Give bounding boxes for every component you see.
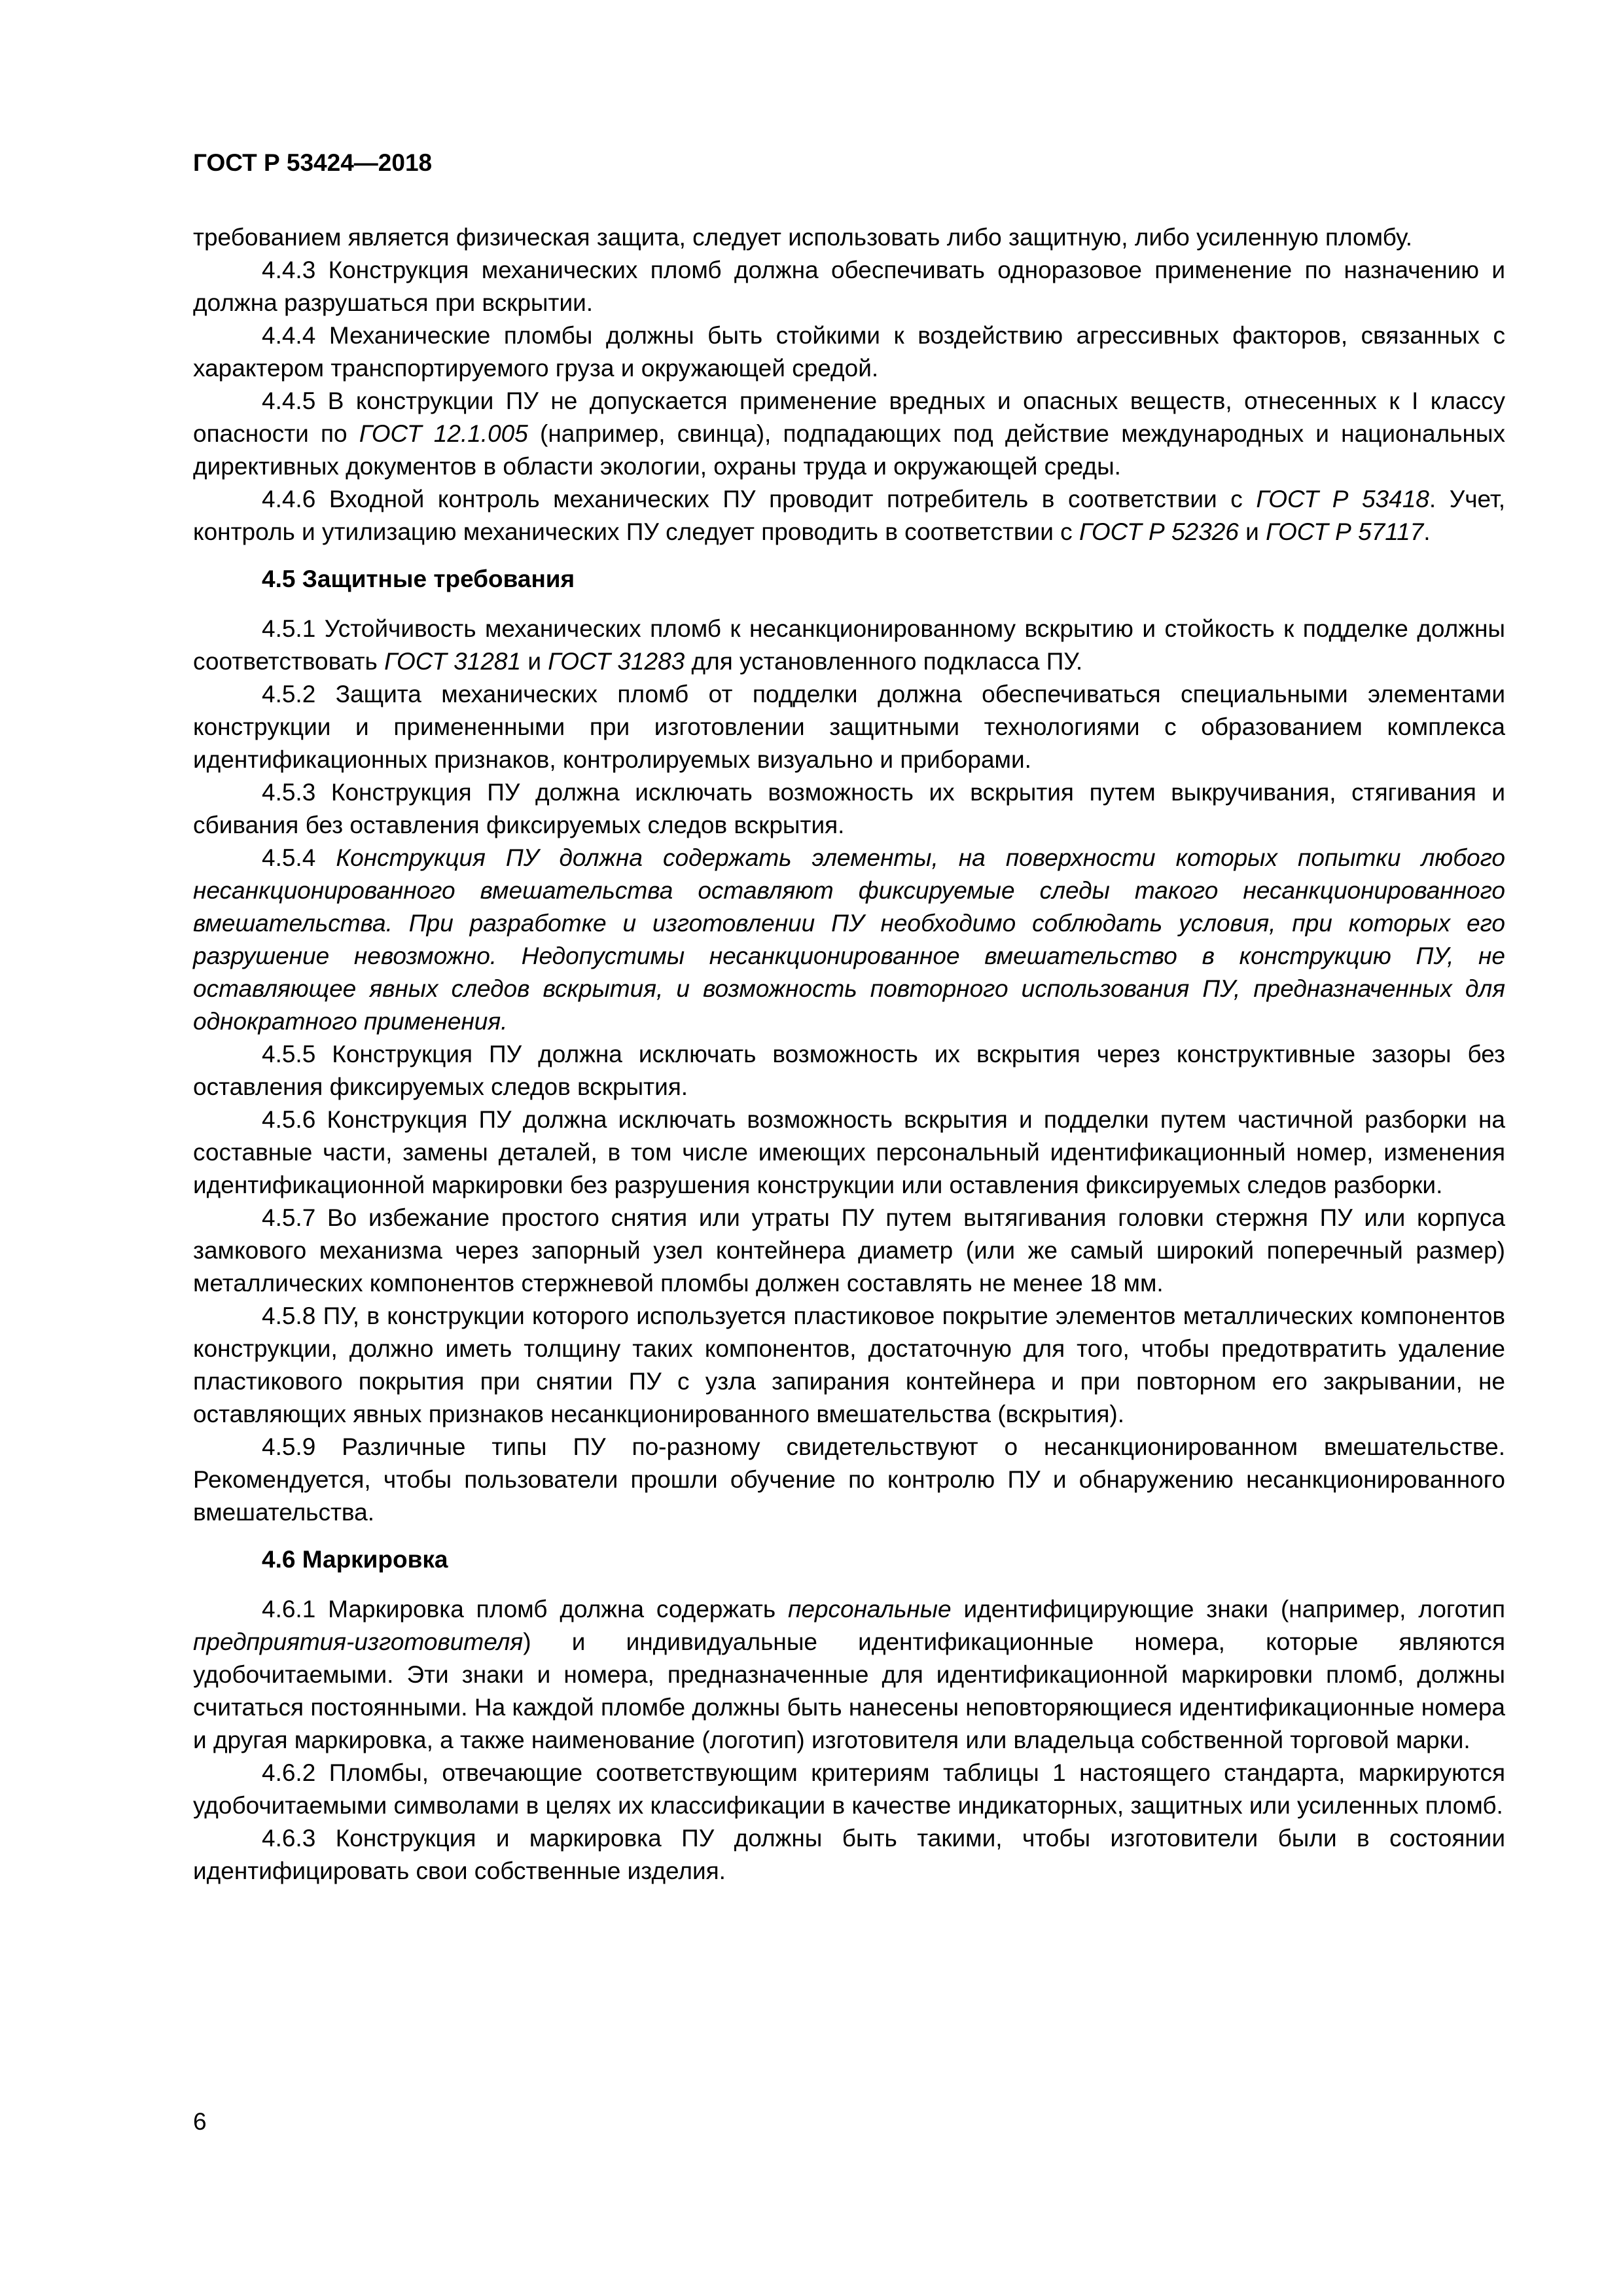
paragraph-4-5-5: 4.5.5 Конструкция ПУ должна исключать возможность их вскрытия через конструктивные зазоры без оставления фиксируемых следов вскрытия. (193, 1041, 1505, 1100)
paragraph-4-5-2: 4.5.2 Защита механических пломб от подделки должна обеспечиваться специальными элементами конструкции и примененными при изготовлении защитными технологиями с образованием комплекса идентификационных признаков, контролируемых визуально и приборами. (193, 681, 1505, 773)
page-number: 6 (193, 2108, 207, 2135)
paragraph-continuation: требованием является физическая защита, следует использовать либо защитную, либо усиленную пломбу. (193, 224, 1413, 251)
section-heading-4-5: 4.5 Защитные требования (262, 565, 575, 592)
italic-text: Конструкция ПУ должна содержать элементы, на поверхности которых попытки любого несанкционированного вмешательства оставляют фиксируемые следы такого несанкционированного вмешательства. При разработке и изготовлении ПУ необходимо соблюдать условия, при которых его разрушение невозможно. Недопустимы несанкционированное вмешательство в конструкцию ПУ, не оставляющее явных следов вскрытия, и возможность повторного использования ПУ, предназначенных для однократного применения. (193, 844, 1505, 1035)
paragraph-4-6-3: 4.6.3 Конструкция и маркировка ПУ должны быть такими, чтобы изготовители были в состоянии идентифицировать свои собственные изделия. (193, 1825, 1505, 1884)
paragraph-4-5-1 (193, 613, 1505, 678)
standard-reference: ГОСТ 31283 (548, 648, 685, 675)
paragraph-4-6-2: 4.6.2 Пломбы, отвечающие соответствующим критериям таблицы 1 настоящего стандарта, маркируются удобочитаемыми символами в целях их классификации в качестве индикаторных, защитных или усиленных пломб. (193, 1759, 1505, 1819)
paragraph-4-4-6 (193, 483, 1505, 548)
italic-text: предприятия-изготовителя (193, 1628, 524, 1655)
paragraph-4-4-3: 4.4.3 Конструкция механических пломб должна обеспечивать одноразовое применение по назначению и должна разрушаться при вскрытии. (193, 257, 1505, 316)
text-run: и (521, 648, 548, 675)
paragraph-4-5-9: 4.5.9 Различные типы ПУ по-разному свидетельствуют о несанкционированном вмешательстве. Рекомендуется, чтобы пользователи прошли обучение по контролю ПУ и обнаружению несанкционированного вмешательства. (193, 1433, 1505, 1526)
paragraph-4-5-3: 4.5.3 Конструкция ПУ должна исключать возможность их вскрытия путем выкручивания, стягивания и сбивания без оставления фиксируемых следов вскрытия. (193, 779, 1505, 838)
standard-reference: ГОСТ Р 53418 (1256, 486, 1429, 512)
document-header: ГОСТ Р 53424—2018 (193, 149, 433, 176)
text-run: 4.5.4 (262, 844, 336, 871)
text-run: 4.4.6 Входной контроль механических ПУ проводит потребитель в соответствии с (262, 486, 1257, 512)
text-run: 4.4.5 В конструкции ПУ не допускается применение вредных и опасных веществ, отнесенных к I классу опасности по (193, 387, 1505, 447)
paragraph-4-4-4: 4.4.4 Механические пломбы должны быть стойкими к воздействию агрессивных факторов, связанных с характером транспортируемого груза и окружающей средой. (193, 322, 1505, 382)
text-run: 4.5.1 Устойчивость механических пломб к несанкционированному вскрытию и стойкость к подделке должны соответствовать (193, 615, 1505, 675)
paragraph-4-5-7: 4.5.7 Во избежание простого снятия или утраты ПУ путем вытягивания головки стержня ПУ или корпуса замкового механизма через запорный узел контейнера диаметр (или же самый широкий поперечный размер) металлических компонентов стержневой пломбы должен составлять не менее 18 мм. (193, 1204, 1505, 1297)
text-run: (например, свинца), подпадающих под действие международных и национальных директивных документов в области экологии, охраны труда и окружающей среды. (193, 420, 1506, 480)
section-heading-4-6: 4.6 Маркировка (262, 1546, 448, 1573)
document-body (193, 221, 1505, 1888)
paragraph-4-5-8: 4.5.8 ПУ, в конструкции которого используется пластиковое покрытие элементов металлических компонентов конструкции, должно иметь толщину таких компонентов, достаточную для того, чтобы предотвратить удаление пластикового покрытия при снятии ПУ с узла запирания контейнера и при повторном его закрывании, не оставляющих явных признаков несанкционированного вмешательства (вскрытия). (193, 1302, 1505, 1427)
text-run: ) и индивидуальные идентификационные номера, которые являются удобочитаемыми. Эти знаки и номера, предназначенные для идентификационной маркировки пломб, должны считаться постоянными. На каждой пломбе должны быть нанесены неповторяющиеся идентификационные номера и другая маркировка, а также наименование (логотип) изготовителя или владельца собственной торговой марки. (193, 1628, 1505, 1753)
text-run: идентифицирующие знаки (например, логотип (951, 1596, 1505, 1623)
text-run: и (1238, 518, 1266, 545)
standard-reference: ГОСТ Р 52326 (1079, 518, 1239, 545)
text-run: . Учет, контроль и утилизацию механических ПУ следует проводить в соответствии с (193, 486, 1505, 545)
paragraph-4-5-6: 4.5.6 Конструкция ПУ должна исключать возможность вскрытия и подделки путем частичной разборки на составные части, замены деталей, в том числе имеющих персональный идентификационный номер, изменения идентификационной маркировки без разрушения конструкции или оставления фиксируемых следов разборки. (193, 1106, 1505, 1198)
paragraph-4-6-1 (193, 1593, 1505, 1757)
italic-text: персональные (787, 1596, 952, 1623)
text-run: . (1423, 518, 1431, 545)
standard-reference: ГОСТ 31281 (384, 648, 522, 675)
paragraph-4-5-4 (193, 842, 1505, 1038)
document-page (193, 147, 1505, 1888)
standard-reference: ГОСТ 12.1.005 (359, 420, 528, 447)
text-run: для установленного подкласса ПУ. (685, 648, 1083, 675)
standard-reference: ГОСТ Р 57117 (1266, 518, 1424, 545)
text-run: 4.6.1 Маркировка пломб должна содержать (262, 1596, 788, 1623)
paragraph-4-4-5 (193, 385, 1505, 483)
